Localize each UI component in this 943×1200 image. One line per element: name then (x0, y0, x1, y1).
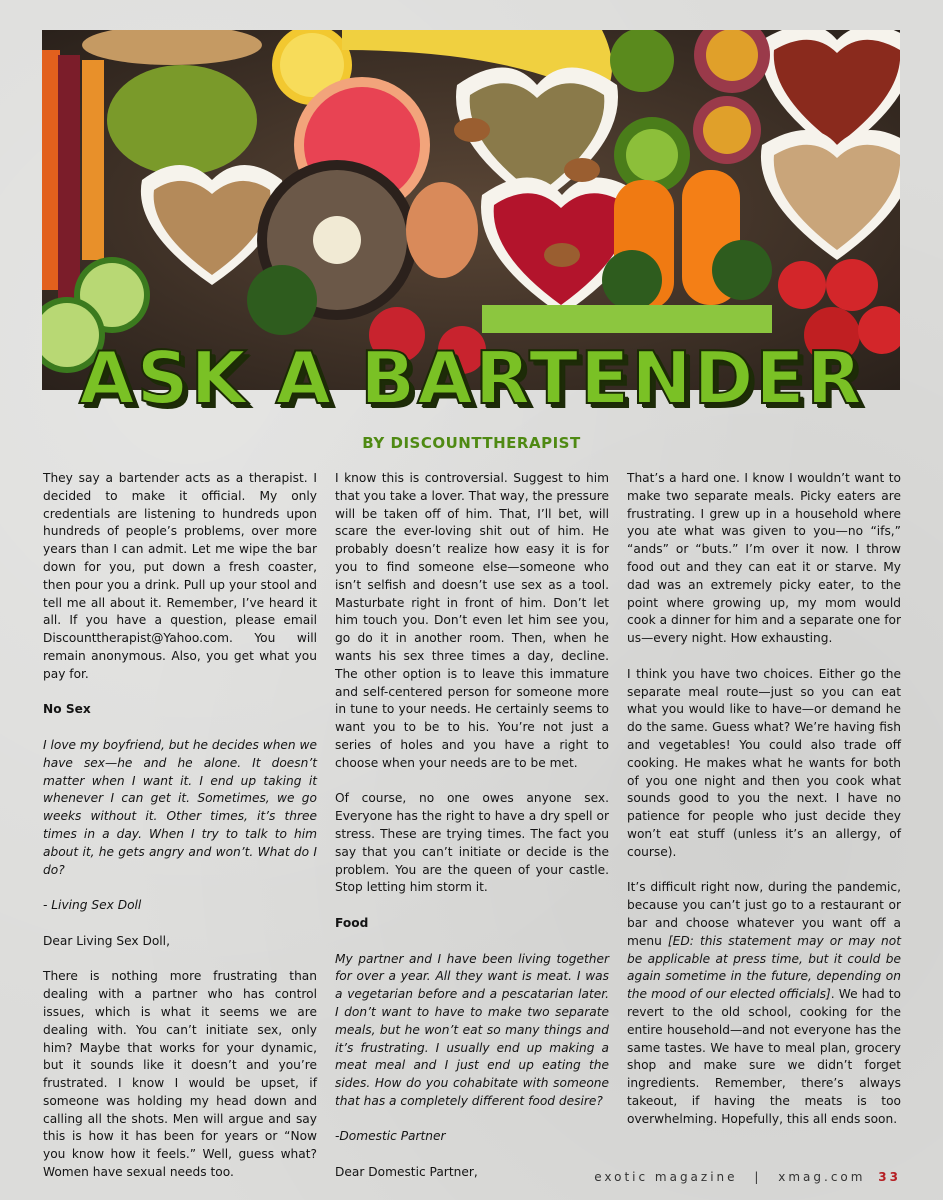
page-footer (594, 1170, 901, 1184)
byline: BY DISCOUNTTHERAPIST (362, 434, 581, 452)
salutation: Dear Domestic Partner, (335, 1165, 478, 1180)
answer-paragraph: There is nothing more frustrating than dealing with a partner who has control issues, which is what it seems we are dealing with. You can’t initiate sex, only him? Maybe that works for your dynamic, but it sounds like it doesn’t and you’re frustrated. I know I would be upset, if someone was holding my head down and calling all the shots. Men will argue and say this is how it has been for years or “Now you know how it feels.” Well, guess what? Women have sexual needs too. (43, 969, 317, 1180)
page-title: ASK A BARTENDER (79, 336, 864, 420)
intro-paragraph: They say a bartender acts as a therapist. I decided to make it official. My only credentials are listening to hundreds upon hundreds of people’s problems, over more years than I can admit. Let me wipe the bar down for you, put down a fresh coaster, then pour you a drink. Pull up your stool and tell me all about it. Remember, I’ve heard it all. If you have a question, please email Discounttherapist@Yahoo.com. You will remain anonymous. Also, you get what you pay for. (43, 471, 317, 681)
salutation: Dear Living Sex Doll, (43, 933, 170, 948)
footer-separator: | (754, 1170, 762, 1184)
reader-signature: - Living Sex Doll (43, 898, 142, 913)
article-column-2 (335, 470, 609, 1200)
answer-paragraph: I think you have two choices. Either go the separate meal route—just so you can eat what you would like to have—or demand he do the same. Guess what? We’re having fish and vegetables! You could also trade off cooking. He makes what he wants for both of you one night and then you cook what sounds good to you the next. I have no patience for people who just decide they won’t eat stuff (unless it’s an allergy, of course). (627, 666, 901, 859)
editor-note: [ED: this statement may or may not be applicable at press time, but it could be again sometime in the future, depending on the mood of our elected officials] (627, 933, 901, 1002)
page-number: 33 (878, 1170, 901, 1184)
answer-text: . We had to revert to the old school, cooking for the entire household—and not everyone has the same tastes. We have to meal plan, grocery shop and make sure we didn’t forget ingredients. Remember, there’s always takeout, if having the meats is too overwhelming. Hopefully, this all ends soon. (627, 987, 901, 1126)
pear-shape (107, 65, 257, 175)
answer-paragraph: That’s a hard one. I know I wouldn’t want to make two separate meals. Picky eaters are frustrating. I grew up in a household where you ate what was given to you—no “ifs,” “ands” or “buts.” I’m over it now. I throw food out and they can eat it or starve. My dad was an extremely picky eater, to the point where growing up, my mom would cook a dinner for him and a separate one for us—every night. How exhausting. (627, 471, 901, 646)
reader-signature: -Domestic Partner (335, 1129, 446, 1144)
egg-shape (406, 182, 478, 278)
question-heading: Food (335, 915, 369, 930)
reader-letter: My partner and I have been living together for over a year. All they want is meat. I was a vegetarian before and a pescatarian later. I don’t want to have to make two separate meals, but he won’t eat so many things and it’s frustrating. I usually end up making a meat meal and I just end up eating the sides. How do you cohabitate with someone that has a completely different food desire? (335, 951, 609, 1108)
article-column-1 (43, 470, 317, 1200)
magazine-name: exotic magazine (594, 1170, 738, 1184)
reader-letter: I love my boyfriend, but he decides when we have sex—he and he alone. It doesn’t matter when I want it. I end up taking it whenever I can get it. Sometimes, we go weeks without it. Other times, it’s three times in a day. When I try to talk to him about it, he gets angry and won’t. What do I do? (43, 737, 317, 877)
answer-paragraph-continued: I know this is controversial. Suggest to him that you take a lover. That way, the pressure will be taken off of him. That, I’ll bet, will scare the ever-loving shit out of him. He probably doesn’t realize how easy it is for you to find someone else—someone who isn’t selfish and doesn’t use sex as a tool. Masturbate right in front of him. Don’t let him touch you. Don’t even let him see you, go do it in another room. Then, when he wants his sex three times a day, decline. The other option is to leave this immature and self-centered person for someone more in tune to your needs. He certainly seems to want you to be to his. You’re not just a series of holes and you have a right to choose when your needs are to be met. (335, 471, 609, 770)
carrot-shape (42, 50, 60, 290)
answer-paragraph: Of course, no one owes anyone sex. Everyone has the right to have a dry spell or stress. These are trying times. The fact you say that you can’t initiate or decide is the problem. You are the queen of your castle. Stop letting him storm it. (335, 791, 609, 895)
article-column-3 (627, 470, 901, 1146)
answer-text: It’s difficult right now, during the pandemic, because you can’t just go to a restaurant or bar and choose whatever you want off a menu (627, 880, 901, 948)
answer-paragraph (627, 879, 901, 1128)
website-link[interactable]: xmag.com (778, 1170, 866, 1184)
question-heading: No Sex (43, 702, 91, 717)
